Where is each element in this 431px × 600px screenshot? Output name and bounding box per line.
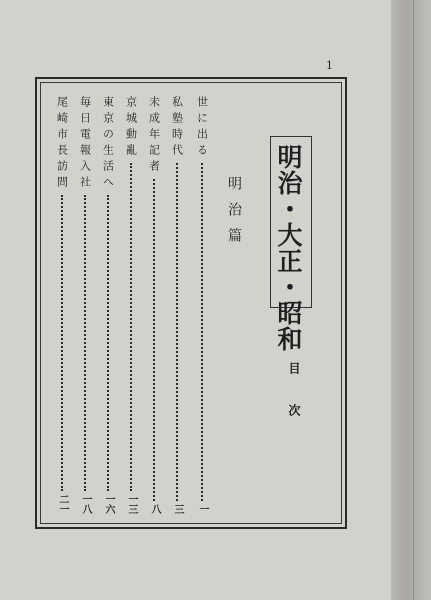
toc-entry-title: 京城動亂	[124, 96, 138, 160]
toc-entry-page: 二一	[57, 494, 68, 514]
toc-entry-title: 未成年記者	[147, 96, 161, 176]
toc-entry-title: 東京の生活へ	[101, 96, 115, 192]
toc-entry-title: 毎日電報入社	[78, 96, 92, 192]
toc-entry-page: 一八	[80, 494, 91, 514]
toc-leader-dots	[130, 163, 132, 491]
toc-entry	[124, 96, 138, 514]
section-title: 明治篇	[226, 176, 242, 254]
toc-leader-dots	[84, 195, 86, 491]
toc-leader-dots	[153, 179, 155, 501]
contents-heading: 目 次	[287, 362, 301, 424]
book-title: 明治・大正・昭和	[274, 144, 303, 352]
toc-leader-dots	[176, 163, 178, 501]
toc-entry-page: 八	[149, 504, 160, 514]
page-edge	[391, 0, 431, 600]
toc-entry-title: 尾崎市長訪問	[55, 96, 69, 192]
toc-entry-title: 世に出る	[195, 96, 209, 160]
toc-entry-page: 三	[172, 504, 183, 514]
toc-leader-dots	[107, 195, 109, 491]
toc-entry-title: 私塾時代	[170, 96, 184, 160]
toc-entry-page: 一六	[103, 494, 114, 514]
toc-leader-dots	[61, 195, 63, 491]
toc-entry-page: 一	[197, 504, 208, 514]
toc-entry	[78, 96, 92, 514]
toc-entry-page: 一三	[126, 494, 137, 514]
toc-entry	[195, 96, 209, 514]
toc-entry	[147, 96, 161, 514]
toc-leader-dots	[201, 163, 203, 501]
toc-entry	[101, 96, 115, 514]
page-number: 1	[326, 59, 333, 72]
toc-entry	[170, 96, 184, 514]
toc-entry	[55, 96, 69, 514]
